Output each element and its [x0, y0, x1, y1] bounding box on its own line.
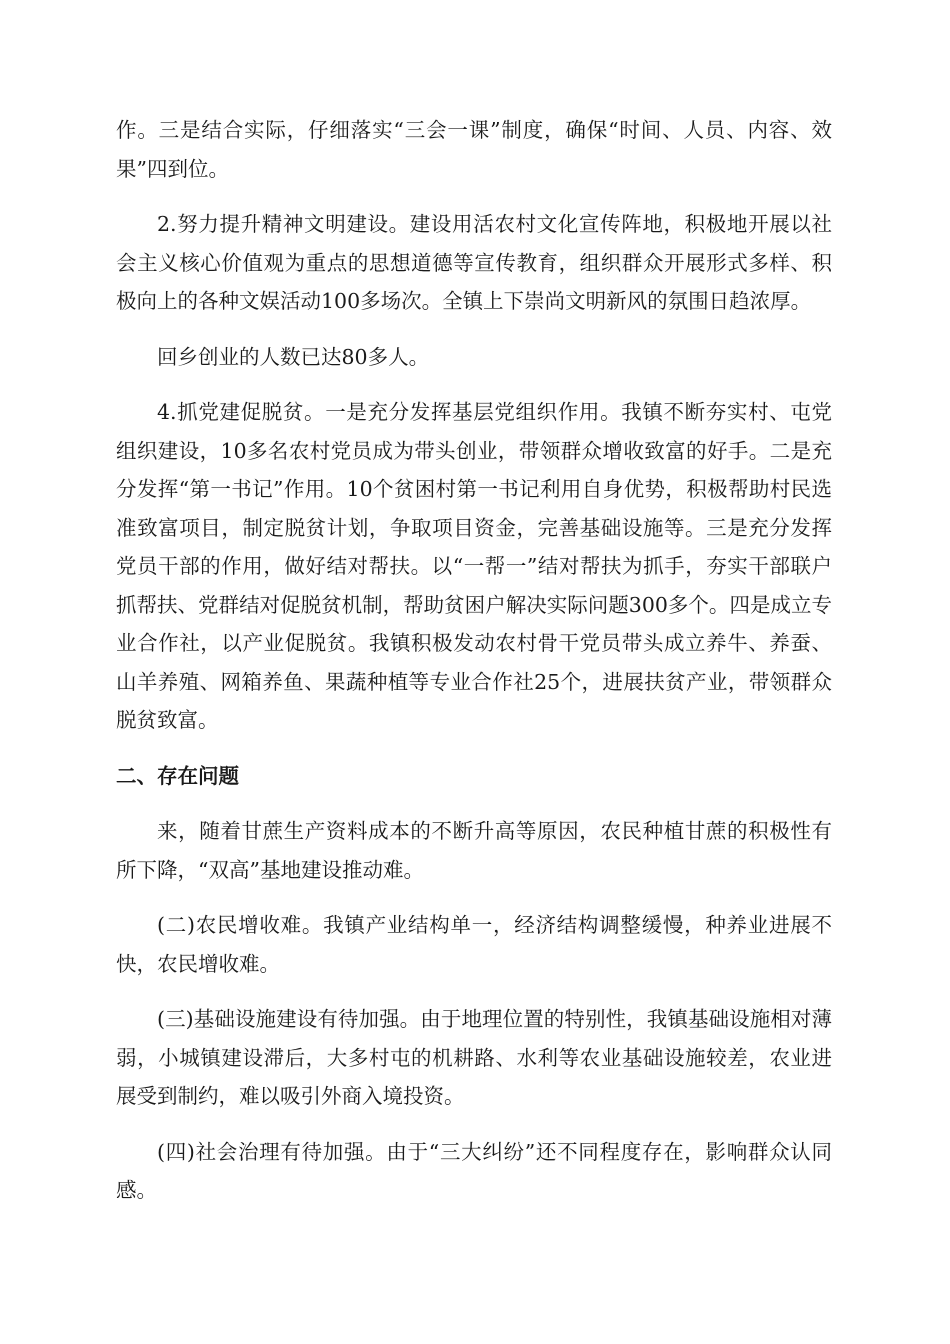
section-heading-problems: 二、存在问题 — [116, 763, 239, 788]
paragraph-infrastructure: (三)基础设施建设有待加强。由于地理位置的特别性，我镇基础设施相对薄弱，小城镇建设滞后，大多村屯的机耕路、水利等农业基础设施较差，农业进展受到制约，难以吸引外商入境投资。 — [116, 1007, 832, 1108]
paragraph-spiritual-civilization: 2.努力提升精神文明建设。建设用活农村文化宣传阵地，积极地开展以社会主义核心价值观为重点的思想道德等宣传教育，组织群众开展形式多样、积极向上的各种文娱活动100多场次。全镇上下崇尚文明新风的氛围日趋浓厚。 — [116, 212, 832, 313]
paragraph-sugarcane: 来，随着甘蔗生产资料成本的不断升高等原因，农民种植甘蔗的积极性有所下降，“双高”基地建设推动难。 — [116, 819, 832, 882]
paragraph-party-building-poverty: 4.抓党建促脱贫。一是充分发挥基层党组织作用。我镇不断夯实村、屯党组织建设，10多名农村党员成为带头创业，带领群众增收致富的好手。二是充分发挥“第一书记”作用。10个贫困村第一书记利用自身优势，积极帮助村民选准致富项目，制定脱贫计划，争取项目资金，完善基础设施等。三是充分发挥党员干部的作用，做好结对帮扶。以“一帮一”结对帮扶为抓手，夯实干部联户抓帮扶、党群结对促脱贫机制，帮助贫困户解决实际问题300多个。四是成立专业合作社，以产业促脱贫。我镇积极发动农村骨干党员带头成立养牛、养蚕、山羊养殖、网箱养鱼、果蔬种植等专业合作社25个，进展扶贫产业，带领群众脱贫致富。 — [116, 400, 832, 732]
paragraph-returning-entrepreneurs: 回乡创业的人数已达80多人。 — [157, 344, 430, 369]
paragraph-social-governance: (四)社会治理有待加强。由于“三大纠纷”还不同程度存在，影响群众认同感。 — [116, 1139, 832, 1202]
document-body — [116, 111, 832, 1227]
paragraph-income-difficulty: (二)农民增收难。我镇产业结构单一，经济结构调整缓慢，种养业进展不快，农民增收难。 — [116, 913, 832, 976]
paragraph-continuation: 作。三是结合实际，仔细落实“三会一课”制度，确保“时间、人员、内容、效果”四到位。 — [116, 118, 832, 181]
